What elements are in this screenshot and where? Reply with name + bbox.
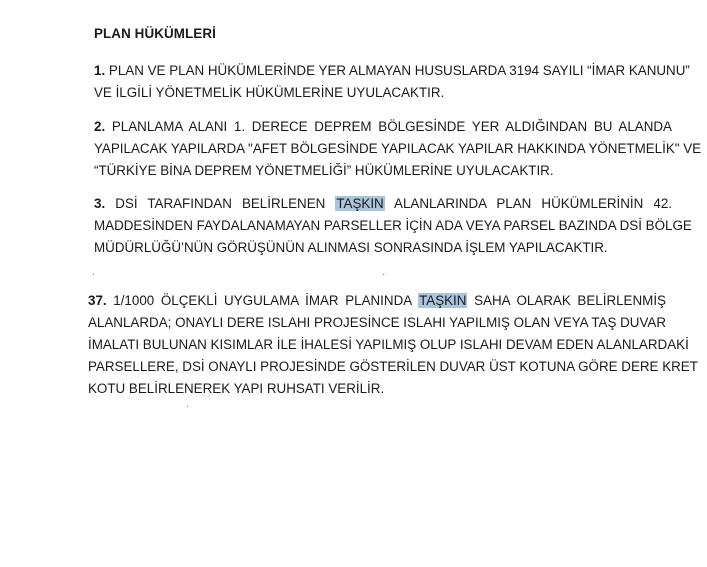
clause-37-line-5: KOTU BELİRLENEREK YAPI RUHSATI VERİLİR. [88, 381, 385, 396]
clause-3-line-3: MÜDÜRLÜĞÜ’NÜN GÖRÜŞÜNÜN ALINMASI SONRASINDA İŞLEM YAPILACAKTIR. [94, 240, 608, 255]
clause-1 [94, 60, 690, 104]
scan-mark: ˌ [186, 397, 189, 407]
clause-37-line-1 [88, 290, 666, 312]
clause-2-line-1 [94, 116, 672, 138]
search-highlight: TAŞKIN [336, 196, 384, 211]
clause-37-number: 37. [88, 293, 107, 308]
clause-2-line-3: “TÜRKİYE BİNA DEPREM YÖNETMELİĞİ” HÜKÜMLERİNE UYULACAKTIR. [94, 163, 554, 178]
clause-2-line-2: YAPILACAK YAPILARDA "AFET BÖLGESİNDE YAPILACAK YAPILAR HAKKINDA YÖNETMELİK" VE [94, 141, 702, 156]
clause-3 [94, 193, 692, 259]
clause-1-text-1: PLAN VE PLAN HÜKÜMLERİNDE YER ALMAYAN HUSUSLARDA 3194 SAYILI “İMAR KANUNU” [108, 63, 690, 78]
clause-37-text-after: SAHA OLARAK BELİRLENMİŞ [474, 293, 666, 308]
clause-37-line-4: PARSELLERE, DSİ ONAYLI PROJESİNDE GÖSTERİLEN DUVAR ÜST KOTUNA GÖRE DERE KRET [88, 359, 698, 374]
clause-1-number: 1. [94, 63, 106, 78]
clause-1-line-1 [94, 60, 690, 82]
clause-37-line-3: İMALATI BULUNAN KISIMLAR İLE İHALESİ YAPILMIŞ OLUP ISLAHI DEVAM EDEN ALANLARDAKİ [88, 337, 689, 352]
clause-37 [88, 290, 698, 400]
document-title: PLAN HÜKÜMLERİ [94, 26, 216, 41]
clause-37-line-2: ALANLARDA; ONAYLI DERE ISLAHI PROJESİNCE ISLAHI YAPILMIŞ OLAN VEYA TAŞ DUVAR [88, 315, 666, 330]
clause-3-number: 3. [94, 196, 106, 211]
clause-2 [94, 116, 702, 182]
clause-3-text-after: ALANLARINDA PLAN HÜKÜMLERİNİN 42. [394, 196, 672, 211]
scan-mark: ˏ [382, 265, 385, 275]
scan-mark: ˌ [92, 265, 95, 275]
clause-3-line-1 [94, 193, 672, 215]
clause-37-text-before: 1/1000 ÖLÇEKLİ UYGULAMA İMAR PLANINDA [113, 293, 412, 308]
clause-2-text-1: PLANLAMA ALANI 1. DERECE DEPREM BÖLGESİNDE YER ALDIĞINDAN BU ALANDA [111, 119, 672, 134]
search-highlight: TAŞKIN [419, 293, 467, 308]
clause-3-text-before: DSİ TARAFINDAN BELİRLENEN [115, 196, 326, 211]
clause-3-line-2: MADDESİNDEN FAYDALANAMAYAN PARSELLER İÇİN ADA VEYA PARSEL BAZINDA DSİ BÖLGE [94, 218, 692, 233]
clause-2-number: 2. [94, 119, 106, 134]
clause-1-line-2: VE İLGİLİ YÖNETMELİK HÜKÜMLERİNE UYULACAKTIR. [94, 85, 445, 100]
